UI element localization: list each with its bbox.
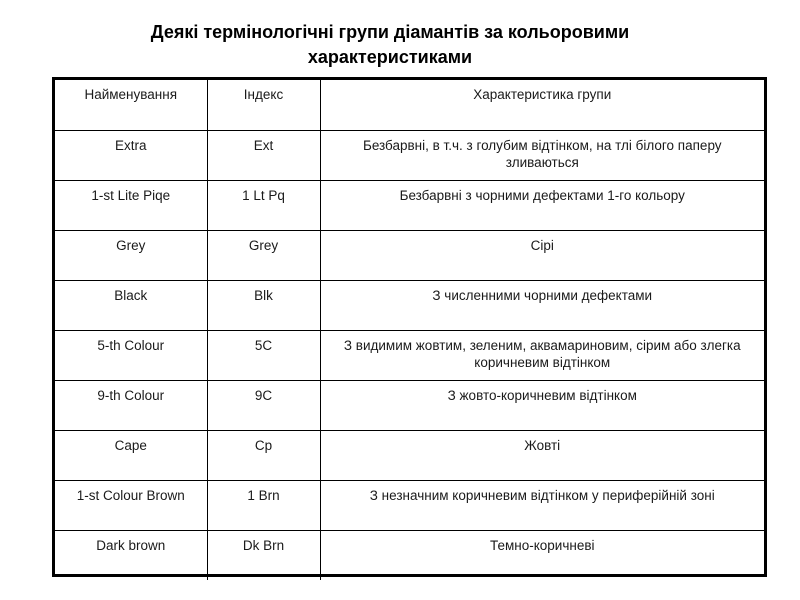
cell-description: Темно-коричневі	[320, 530, 764, 580]
table-row	[55, 530, 764, 580]
diamond-color-groups-table	[52, 77, 767, 577]
cell-name: Extra	[55, 130, 207, 180]
table-header-row	[55, 80, 764, 130]
table-row	[55, 180, 764, 230]
cell-name: 1-st Colour Brown	[55, 480, 207, 530]
cell-index: 1 Lt Pq	[207, 180, 320, 230]
cell-name: Cape	[55, 430, 207, 480]
cell-description: Безбарвні, в т.ч. з голубим відтінком, на тлі білого паперу зливаються	[320, 130, 764, 180]
cell-name: 5-th Colour	[55, 330, 207, 380]
table-row	[55, 380, 764, 430]
table-row	[55, 330, 764, 380]
cell-name: Grey	[55, 230, 207, 280]
cell-name: 1-st Lite Piqe	[55, 180, 207, 230]
cell-index: Blk	[207, 280, 320, 330]
header-description: Характеристика групи	[320, 80, 764, 130]
cell-description: Жовті	[320, 430, 764, 480]
cell-description: Сірі	[320, 230, 764, 280]
cell-name: 9-th Colour	[55, 380, 207, 430]
cell-description: З жовто-коричневим відтінком	[320, 380, 764, 430]
cell-description: Безбарвні з чорними дефектами 1-го кольору	[320, 180, 764, 230]
cell-index: 1 Brn	[207, 480, 320, 530]
cell-index: Dk Brn	[207, 530, 320, 580]
cell-description: З видимим жовтим, зеленим, аквамариновим, сірим або злегка коричневим відтінком	[320, 330, 764, 380]
cell-index: 5C	[207, 330, 320, 380]
cell-name: Black	[55, 280, 207, 330]
cell-index: Cp	[207, 430, 320, 480]
cell-name: Dark brown	[55, 530, 207, 580]
table-row	[55, 480, 764, 530]
table-row	[55, 230, 764, 280]
table-row	[55, 280, 764, 330]
cell-index: Ext	[207, 130, 320, 180]
table-row	[55, 430, 764, 480]
page-title: Деякі термінологічні групи діамантів за кольоровими характеристиками	[150, 22, 630, 67]
header-index: Індекс	[207, 80, 320, 130]
cell-description: З незначним коричневим відтінком у периферійній зоні	[320, 480, 764, 530]
cell-index: 9C	[207, 380, 320, 430]
cell-index: Grey	[207, 230, 320, 280]
table-row	[55, 130, 764, 180]
header-name: Найменування	[55, 80, 207, 130]
cell-description: З численними чорними дефектами	[320, 280, 764, 330]
